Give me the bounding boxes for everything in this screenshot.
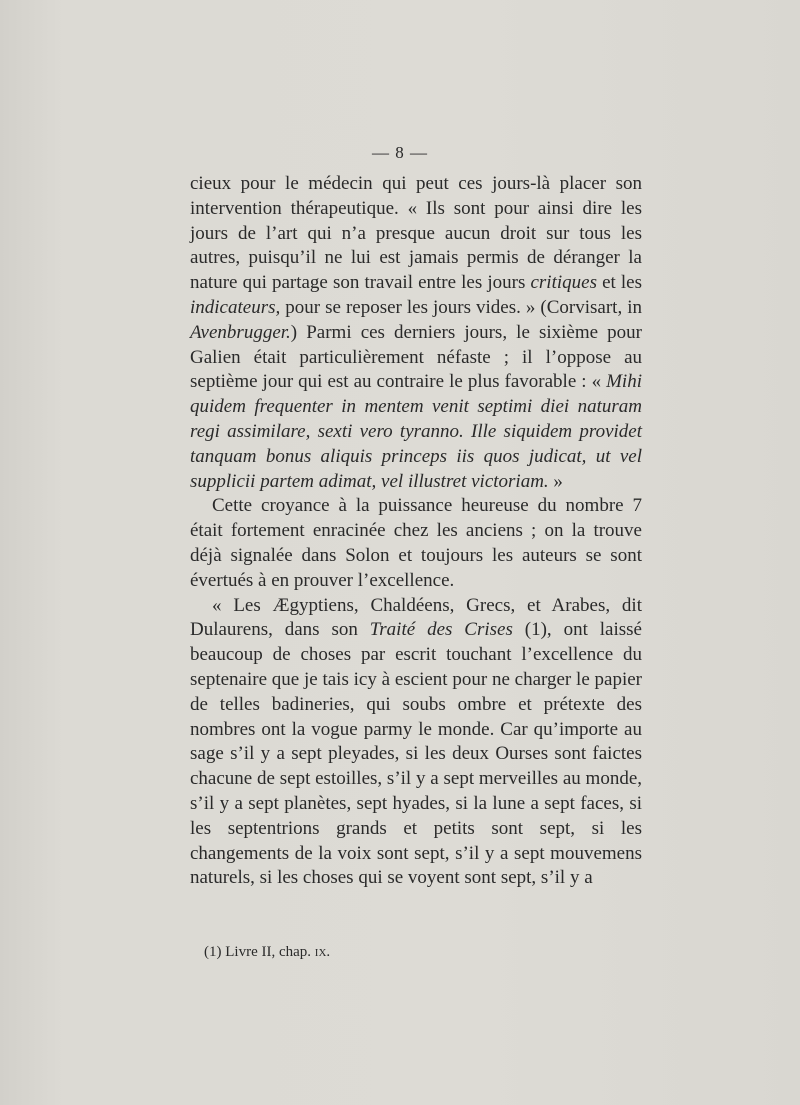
italic-run: Avenbrugger. xyxy=(190,321,291,343)
italic-run: Mihi quidem frequenter in mentem venit septimi diei naturam regi assimilare, sexti vero tyranno. Ille siquidem providet tanquam bonus aliquis princeps iis quos judicat, ut vel supplicii partem adimat, vel illustret victoriam. xyxy=(190,371,642,492)
footnote-text: Livre II, chap. xyxy=(221,944,315,960)
italic-run: critiques xyxy=(530,272,597,294)
text-run: ) Parmi ces derniers jours, le sixième pour Galien était particulièrement néfaste ; il l’oppose au septième jour qui est au contraire le plus favorable : « xyxy=(190,321,642,393)
paragraph xyxy=(190,172,642,494)
text-run: et les xyxy=(596,272,642,294)
text-run: Cette croyance à la puissance heureuse du nombre 7 était fortement enracinée chez les anciens ; on la trouve déjà signalée dans Solon et toujours les auteurs se sont évertués à en prouver l’excellence. xyxy=(190,495,642,591)
text-run: (1), ont laissé beaucoup de choses par escrit touchant l’excellence du septenaire que je tais icy à escient pour ne charger le papier de telles badineries, qui soubs ombre et prétexte des nombres ont la vogue parmy le monde. Car qu’importe au sage s’il y a sept pleyades, si les deux Ourses sont faictes chacune de sept estoilles, s’il y a sept merveilles au monde, s’il y a sept planètes, sept hyades, si la lune a sept faces, si les septentrions grands et petits sont sept, si les changements de la voix sont sept, s’il y a sept mouvemens naturels, si les choses qui se voyent sont sept, s’il y a xyxy=(190,619,642,889)
text-run: « Les Ægyptiens, Chaldéens, Grecs, et Arabes, dit Dulaurens, dans son xyxy=(190,594,642,641)
page-number: — 8 — xyxy=(372,143,428,162)
text-run: cieux pour le médecin qui peut ces jours-là placer son intervention thérapeutique. « Ils sont pour ainsi dire les jours de l’art qui n’a presque aucun droit sur tous les autres, puisqu’il ne lui est jamais permis de déranger la nature qui partage son travail entre les jours xyxy=(190,173,642,294)
paragraph xyxy=(190,494,642,593)
italic-run: Traité des Crises xyxy=(369,619,513,641)
text-run: pour se reposer les jours vides. » (Corvisart, in xyxy=(280,296,642,318)
footnote-chapter: ix. xyxy=(314,944,331,960)
paragraph xyxy=(190,594,642,892)
footnote-marker: (1) xyxy=(204,944,222,960)
main-text xyxy=(190,172,642,891)
italic-run: indicateurs, xyxy=(190,296,281,318)
footnote xyxy=(204,944,330,961)
text-run: » xyxy=(548,470,563,492)
